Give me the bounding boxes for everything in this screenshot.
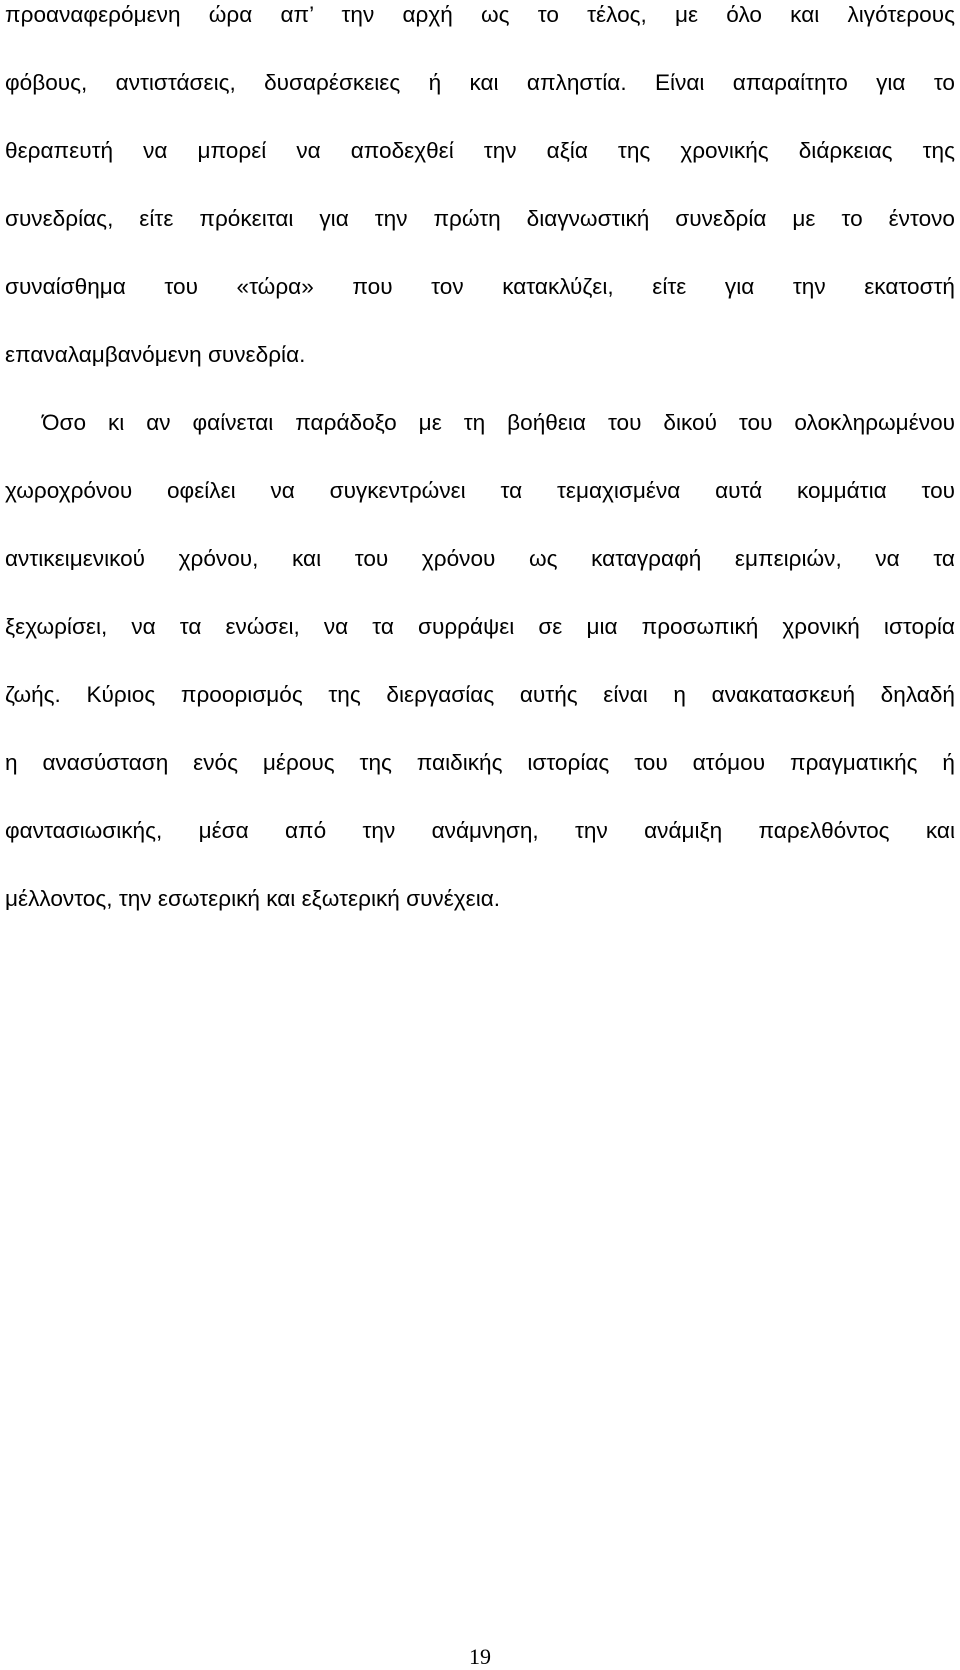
text-line: χωροχρόνου οφείλει να συγκεντρώνει τα τεμαχισμένα αυτά κομμάτια του — [5, 478, 955, 503]
text-line: η ανασύσταση ενός μέρους της παιδικής ιστορίας του ατόμου πραγματικής ή — [5, 750, 955, 775]
text-line: Όσο κι αν φαίνεται παράδοξο με τη βοήθεια του δικού του ολοκληρωμένου — [42, 410, 955, 435]
page-number: 19 — [469, 1644, 491, 1669]
text-line: μέλλοντος, την εσωτερική και εξωτερική συνέχεια. — [5, 886, 501, 911]
text-line: προαναφερόμενη ώρα απ’ την αρχή ως το τέλος, με όλο και λιγότερους — [5, 2, 955, 27]
text-line: φαντασιωσικής, μέσα από την ανάμνηση, την ανάμιξη παρελθόντος και — [5, 818, 955, 843]
text-line: συνεδρίας, είτε πρόκειται για την πρώτη διαγνωστική συνεδρία με το έντονο — [5, 206, 955, 231]
text-line: ξεχωρίσει, να τα ενώσει, να τα συρράψει σε μια προσωπική χρονική ιστορία — [5, 614, 955, 639]
text-line: θεραπευτή να μπορεί να αποδεχθεί την αξία της χρονικής διάρκειας της — [5, 138, 955, 163]
text-line: επαναλαμβανόμενη συνεδρία. — [5, 342, 306, 367]
text-line: ζωής. Κύριος προορισμός της διεργασίας αυτής είναι η ανακατασκευή δηλαδή — [5, 682, 955, 707]
text-line: συναίσθημα του «τώρα» που τον κατακλύζει, είτε για την εκατοστή — [5, 274, 955, 299]
text-line: φόβους, αντιστάσεις, δυσαρέσκειες ή και απληστία. Είναι απαραίτητο για το — [5, 70, 955, 95]
text-line: αντικειμενικού χρόνου, και του χρόνου ως καταγραφή εμπειριών, να τα — [5, 546, 955, 571]
